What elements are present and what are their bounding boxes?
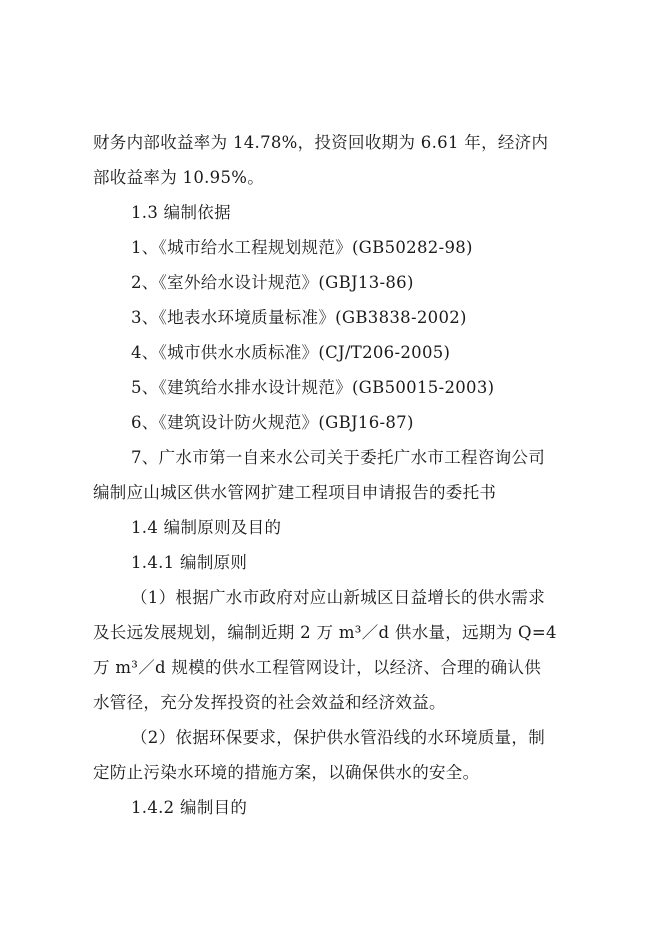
reference-item-5: 5、《建筑给水排水设计规范》(GB50015-2003) (131, 378, 495, 397)
paragraph-line: 万 m³／d 规模的供水工程管网设计，以经济、合理的确认供 (93, 658, 542, 677)
reference-item-7: 7、广水市第一自来水公司关于委托广水市工程咨询公司 (131, 448, 545, 467)
paragraph-line: （2）依据环保要求，保护供水管沿线的水环境质量，制 (131, 728, 545, 747)
paragraph-line: 水管径，充分发挥投资的社会效益和经济效益。 (93, 693, 446, 712)
subsection-heading-1-4-2: 1.4.2 编制目的 (131, 798, 248, 817)
paragraph-line: 定防止污染水环境的措施方案，以确保供水的安全。 (93, 763, 480, 782)
paragraph-line: 及长远发展规划，编制近期 2 万 m³／d 供水量，远期为 Q=4 (93, 623, 557, 642)
paragraph-line: 财务内部收益率为 14.78%，投资回收期为 6.61 年，经济内 (93, 133, 549, 152)
reference-item-4: 4、《城市供水水质标准》(CJ/T206-2005) (131, 343, 451, 362)
reference-item-3: 3、《地表水环境质量标准》(GB3838-2002) (131, 308, 467, 327)
paragraph-line: 编制应山城区供水管网扩建工程项目申请报告的委托书 (93, 483, 497, 502)
reference-item-1: 1、《城市给水工程规划规范》(GB50282-98) (131, 238, 473, 257)
reference-item-2: 2、《室外给水设计规范》(GBJ13-86) (131, 273, 414, 292)
subsection-heading-1-4-1: 1.4.1 编制原则 (131, 553, 248, 572)
reference-item-6: 6、《建筑设计防火规范》(GBJ16-87) (131, 413, 414, 432)
section-heading-1-4: 1.4 编制原则及目的 (131, 518, 282, 537)
paragraph-line: （1）根据广水市政府对应山新城区日益增长的供水需求 (131, 588, 545, 607)
section-heading-1-3: 1.3 编制依据 (131, 203, 231, 222)
paragraph-line: 部收益率为 10.95%。 (93, 168, 265, 187)
